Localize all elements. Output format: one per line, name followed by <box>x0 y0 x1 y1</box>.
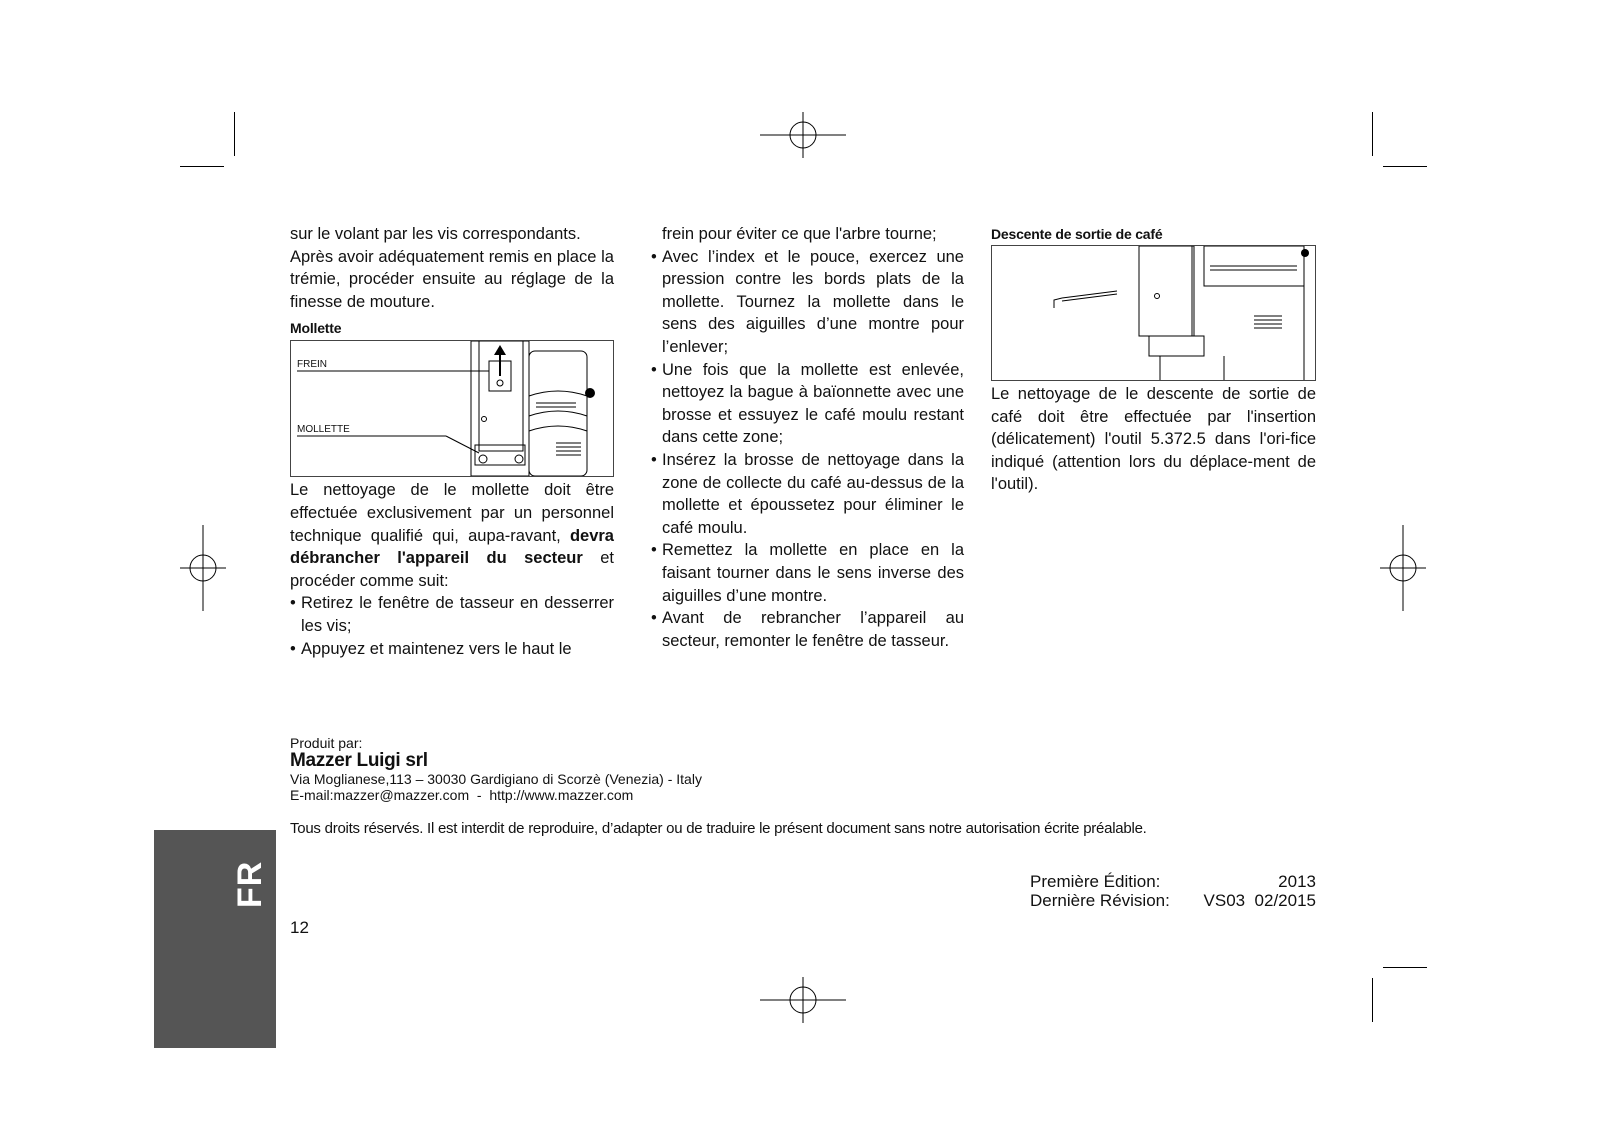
mollette-paragraph-bold: devra débrancher l'appareil du secteur <box>290 526 614 568</box>
list-item: • Remettez la mollette en place en la faisant tourner dans le sens inverse des aiguilles d’une montre. <box>651 539 964 607</box>
list-item: • Avec l’index et le pouce, exercez une pression contre les bords plats de la mollette. Tournez la mollette dans le sens des aiguilles d’une montre pour l’enlever; <box>651 246 964 359</box>
company-address: Via Moglianese,113 – 30030 Gardigiano di Scorzè (Venezia) - Italy <box>290 771 702 787</box>
produced-by-label: Produit par: <box>290 735 363 751</box>
intro-line: sur le volant par les vis correspondants. <box>290 225 581 243</box>
list-item: • Insérez la brosse de nettoyage dans la zone de collecte du café au-dessus de la mollette et époussetez pour éliminer le café moulu. <box>651 449 964 539</box>
descente-paragraph: Le nettoyage de le descente de sortie de café doit être effectuée par l'insertion (délicatement) l'outil 5.372.5 dans l'ori-fice indiqué (attention lors du déplace-ment de l'outil). <box>991 385 1316 494</box>
column-2 <box>651 223 964 652</box>
label-frein: FREIN <box>297 359 327 371</box>
mollette-figure <box>290 340 614 477</box>
last-revision-value: VS03 02/2015 <box>1203 891 1316 910</box>
grinder-mollette-illustration <box>291 341 613 476</box>
registration-mark-icon <box>758 112 848 158</box>
last-revision-label: Dernière Révision: <box>1030 891 1170 910</box>
descente-figure <box>991 245 1316 381</box>
coffee-outlet-illustration <box>992 246 1315 380</box>
list-item: • Appuyez et maintenez vers le haut le <box>290 638 614 661</box>
continuation-line: frein pour éviter ce que l'arbre tourne; <box>662 225 937 243</box>
language-tab-label: FR <box>231 860 269 908</box>
registration-mark-icon <box>758 977 848 1023</box>
list-item: • Une fois que la mollette est enlevée, nettoyez la bague à baïonnette avec une brosse et essuyez le café moulu restant dans cette zone; <box>651 359 964 449</box>
page-number: 12 <box>290 918 309 937</box>
registration-mark-icon <box>180 523 226 613</box>
list-item: • Avant de rebrancher l’appareil au secteur, remonter le fenêtre de tasseur. <box>651 607 964 652</box>
registration-mark-icon <box>1380 523 1426 613</box>
list-item: • Retirez le fenêtre de tasseur en desserrer les vis; <box>290 592 614 637</box>
column-3 <box>991 225 1316 496</box>
produced-by-block <box>290 735 990 803</box>
language-tab <box>154 830 276 1048</box>
rights-notice: Tous droits réservés. Il est interdit de reproduire, d’adapter ou de traduire le présent document sans notre autorisation écrite préalable. <box>290 820 1147 837</box>
bullet-list <box>290 592 614 660</box>
company-name: Mazzer Luigi srl <box>290 750 428 771</box>
mollette-paragraph <box>290 479 614 592</box>
first-edition-label: Première Édition: <box>1030 872 1161 891</box>
intro-paragraph: Après avoir adéquatement remis en place la trémie, procéder ensuite au réglage de la finesse de mouture. <box>290 247 614 311</box>
bullet-list <box>651 246 964 653</box>
section-heading-descente: Descente de sortie de café <box>991 226 1163 242</box>
label-mollette: MOLLETTE <box>297 424 350 436</box>
edition-info <box>1030 872 1316 910</box>
section-heading-mollette: Mollette <box>290 320 342 337</box>
mollette-paragraph-start: Le nettoyage de le mollette doit être effectuée exclusivement par un personnel technique qualifié qui, aupa-ravant, <box>290 481 614 545</box>
first-edition-value: 2013 <box>1278 872 1316 891</box>
mollette-paragraph-end: et procéder comme suit: <box>290 549 614 590</box>
column-1 <box>290 223 614 660</box>
company-contact: E-mail:mazzer@mazzer.com - http://www.mazzer.com <box>290 787 634 803</box>
